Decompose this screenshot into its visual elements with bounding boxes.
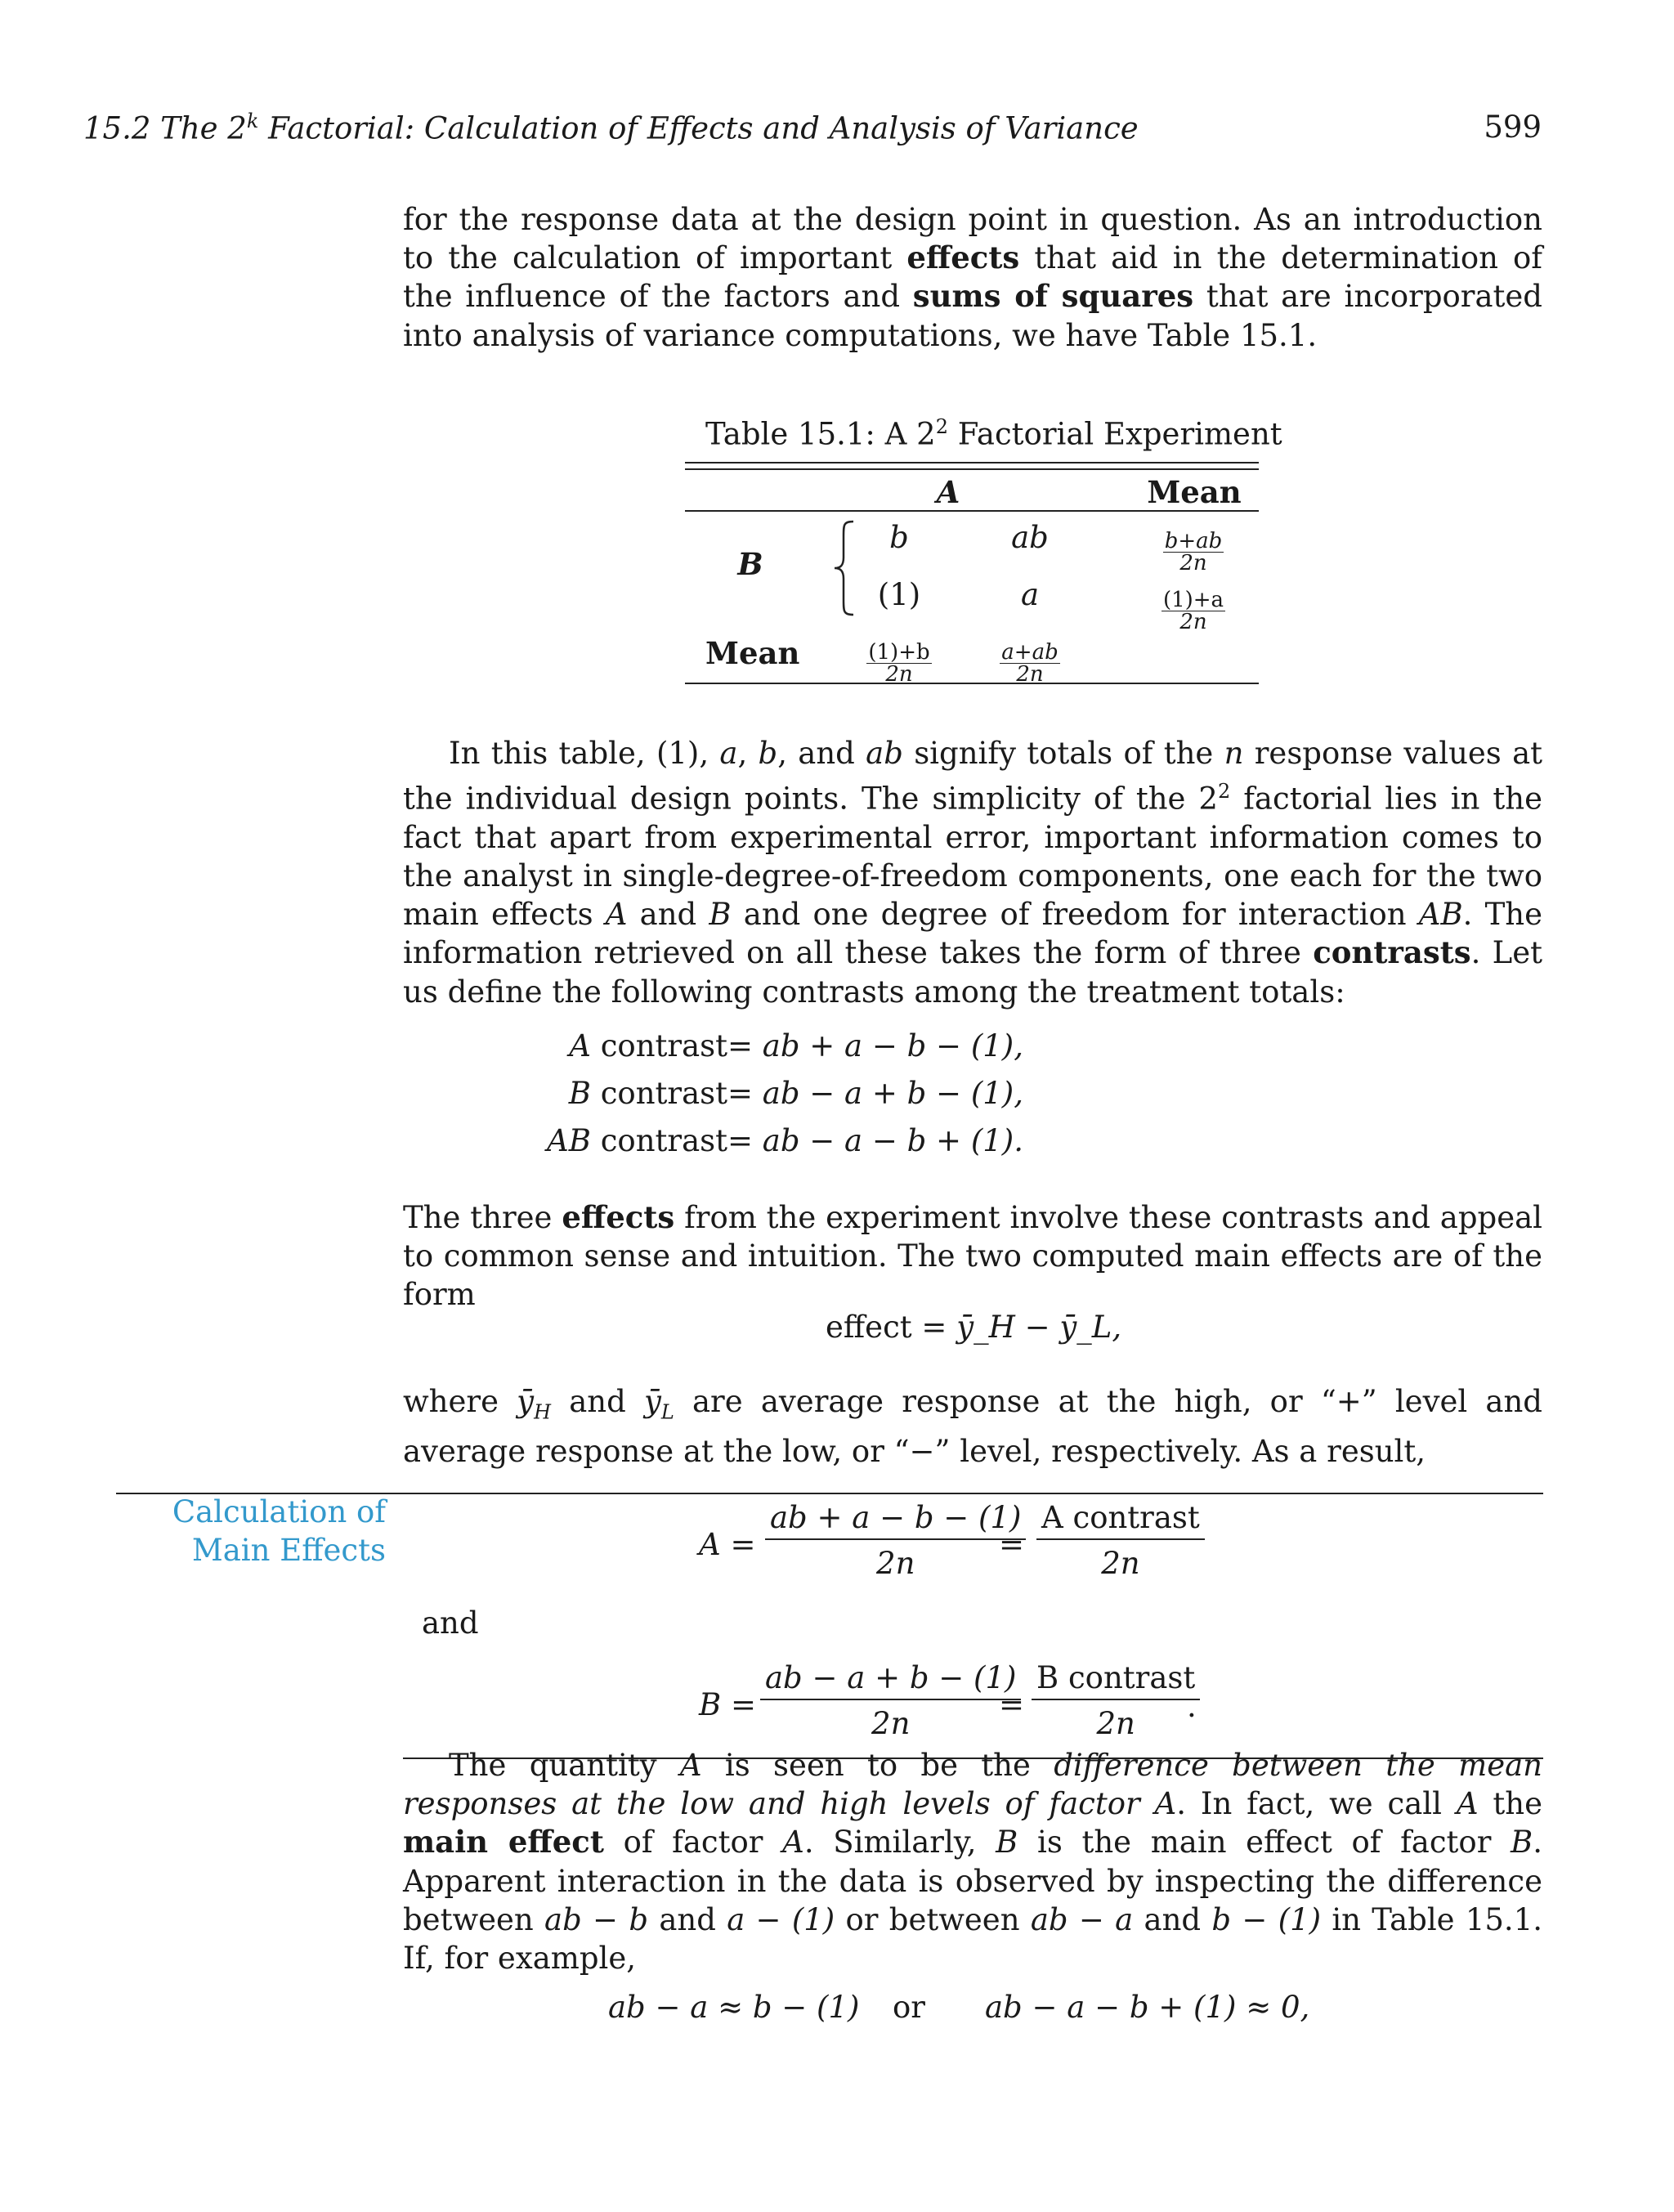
math: b − (1) — [1211, 1901, 1322, 1937]
col-header-mean: Mean — [1147, 474, 1242, 510]
frac-denominator: 2n — [1179, 551, 1207, 575]
math: B — [709, 897, 732, 933]
table-header-rule — [685, 510, 1259, 512]
frac-numerator: a+ab — [1001, 640, 1059, 665]
effect-equation — [826, 1310, 1121, 1345]
frac-denominator: 2n — [871, 1706, 911, 1741]
text: signify totals of the — [902, 736, 1224, 771]
a-equals: = — [999, 1527, 1025, 1562]
ab-contrast-lhs — [547, 1123, 727, 1158]
text: is the main effect of factor — [1018, 1825, 1511, 1860]
math: ȳ — [517, 1384, 535, 1419]
frac-denominator: 2n — [1096, 1706, 1135, 1741]
ab-contrast-rhs: = ab − a − b + (1). — [727, 1123, 1023, 1158]
frac-denominator: 2n — [1101, 1546, 1140, 1581]
frac-denominator: 2n — [876, 1546, 915, 1581]
text: and — [1133, 1901, 1212, 1937]
text: . The information retrieved on all these takes the form of three — [403, 897, 1542, 971]
page-number: 599 — [1484, 110, 1542, 145]
bold-term: effects — [906, 240, 1020, 276]
a-contrast-rhs: = ab + a − b − (1), — [727, 1028, 1023, 1063]
subscript: L — [660, 1400, 674, 1424]
and-word: and — [422, 1605, 479, 1641]
table-top-rule — [685, 462, 1259, 463]
text: or between — [835, 1901, 1031, 1937]
text: The three — [403, 1200, 562, 1235]
intro-paragraph — [403, 200, 1542, 355]
text: and — [648, 1901, 727, 1937]
paragraph-where — [403, 1382, 1542, 1471]
table-bottom-rule — [685, 683, 1259, 684]
math: B — [996, 1825, 1018, 1860]
math: ab — [866, 736, 903, 771]
math: ȳ_H − ȳ_L, — [956, 1310, 1122, 1345]
cell-a: a — [1020, 577, 1040, 612]
text: . In fact, we call — [1176, 1786, 1457, 1822]
text: . Similarly, — [803, 1825, 996, 1860]
frac-numerator — [1036, 1501, 1205, 1540]
b-equals: = — [999, 1687, 1025, 1722]
row1-mean — [1153, 520, 1234, 574]
text: of factor — [603, 1825, 783, 1860]
text: The quantity — [449, 1748, 680, 1783]
col1-mean — [854, 631, 944, 685]
caption-text: Factorial Experiment — [947, 416, 1282, 452]
math: AB — [547, 1123, 591, 1158]
bold-term: sums of squares — [912, 278, 1194, 315]
math: ab − b — [544, 1901, 649, 1937]
frac-numerator: B contrast — [1032, 1661, 1200, 1700]
bold-term: main effect — [403, 1824, 604, 1860]
a-lhs — [699, 1527, 755, 1562]
text: In this table, (1), — [449, 736, 720, 771]
text: A contrast — [1041, 1500, 1200, 1535]
text: and one degree of freedom for interaction — [731, 897, 1419, 933]
text: the — [1478, 1786, 1542, 1822]
frac-denominator: 2n — [885, 662, 913, 687]
math: A = — [699, 1527, 756, 1562]
math: ab − a — [1030, 1901, 1134, 1937]
b-period: . — [1187, 1689, 1197, 1724]
math: A — [782, 1825, 804, 1860]
text: . Let us define the following contrasts among the treatment totals: — [403, 935, 1542, 1010]
left-brace-icon — [832, 520, 857, 616]
frac-numerator: ab − a + b − (1) — [760, 1661, 1021, 1700]
row2-mean — [1148, 579, 1238, 633]
cell-ab: ab — [1011, 520, 1049, 555]
text: from the experiment involve these contrasts and appeal to common sense and intuition. The two computed main effects are of the form — [403, 1200, 1542, 1313]
b-fraction-2 — [1032, 1661, 1200, 1741]
a-fraction-1 — [765, 1501, 1026, 1581]
math: B = — [699, 1687, 756, 1722]
margin-note-line: Calculation of — [172, 1494, 386, 1529]
paragraph-main-effect — [403, 1746, 1542, 1977]
frac-numerator: ab + a − b − (1) — [765, 1501, 1026, 1540]
math: B — [1511, 1825, 1533, 1860]
a-fraction-2 — [1036, 1501, 1205, 1581]
text: . Apparent interaction in the data is observed by inspecting the difference between — [403, 1825, 1543, 1937]
text: where — [403, 1384, 517, 1419]
superscript: 2 — [1217, 780, 1231, 804]
text: is seen to be the — [701, 1748, 1054, 1783]
caption-text: Table 15.1: A 2 — [705, 416, 936, 452]
table-caption — [705, 415, 1282, 451]
math: A — [679, 1748, 702, 1783]
subscript: H — [534, 1400, 552, 1424]
cell-1: (1) — [877, 577, 921, 612]
text: for the response data at the design point in question. As an introduction to the calculation of important — [403, 202, 1542, 276]
math: B — [568, 1076, 591, 1111]
text: factorial lies in the fact that apart from experimental error, important information comes to the analyst in single-degree-of-freedom components, one each for the two main effects — [403, 781, 1543, 933]
math: A — [605, 897, 628, 933]
text: that aid in the determination of the influence of the factors and — [403, 240, 1543, 315]
math: a − (1) — [727, 1901, 835, 1937]
header-section: 15.2 The 2 — [83, 110, 247, 146]
emphasis: difference between the mean responses at the low and high levels of factor A — [403, 1748, 1542, 1822]
text: , — [737, 736, 759, 771]
frac-numerator: (1)+a — [1162, 588, 1224, 612]
text: are average response at the high, or “+” level and average response at the low, or “−” level, respectively. As a result, — [403, 1384, 1542, 1469]
final-eq-right: ab − a − b + (1) ≈ 0, — [985, 1990, 1310, 2025]
col-header-a: A — [936, 474, 960, 510]
text: that are incorporated into analysis of variance computations, we have Table 15.1. — [403, 279, 1542, 353]
math: a — [719, 736, 738, 771]
text: contrast — [590, 1076, 727, 1111]
b-contrast-lhs — [569, 1076, 727, 1111]
text: contrast — [590, 1028, 727, 1063]
text: effect = — [826, 1310, 957, 1345]
final-eq-left: ab − a ≈ b − (1) — [608, 1990, 860, 2025]
text: in Table 15.1. If, for example, — [403, 1901, 1542, 1977]
text: and — [551, 1384, 644, 1419]
text: , and — [777, 736, 866, 771]
paragraph-definitions — [403, 734, 1542, 1011]
row-header-b: B — [737, 546, 763, 582]
math: b — [758, 736, 778, 771]
b-lhs — [699, 1687, 756, 1722]
col2-mean — [985, 631, 1075, 685]
running-header — [83, 110, 1542, 146]
margin-note — [116, 1493, 386, 1569]
text: contrast — [590, 1123, 727, 1158]
cell-b: b — [889, 520, 909, 555]
math: ȳ — [643, 1384, 661, 1419]
frac-denominator: 2n — [1016, 662, 1044, 687]
header-sup: k — [246, 110, 259, 132]
math: A — [1456, 1786, 1479, 1822]
frac-numerator: (1)+b — [868, 640, 930, 665]
bold-term: effects — [562, 1199, 675, 1235]
math: A — [569, 1028, 591, 1063]
frac-denominator: 2n — [1179, 610, 1207, 634]
row-header-mean: Mean — [705, 635, 800, 671]
bold-term: contrasts — [1313, 934, 1471, 971]
paragraph-effects — [403, 1198, 1542, 1314]
final-eq-or: or — [893, 1990, 925, 2025]
text: response values at the individual design points. The simplicity of the 2 — [403, 736, 1542, 817]
caption-sup: 2 — [935, 415, 948, 438]
margin-note-line: Main Effects — [191, 1533, 386, 1568]
table-top-rule-2 — [685, 468, 1259, 470]
header-section-rest: Factorial: Calculation of Effects and Analysis of Variance — [258, 110, 1139, 146]
math: n — [1224, 736, 1244, 771]
b-contrast-rhs: = ab − a + b − (1), — [727, 1076, 1023, 1111]
frac-numerator: b+ab — [1164, 529, 1223, 553]
text: and — [627, 897, 709, 933]
b-fraction-1 — [760, 1661, 1021, 1741]
a-contrast-lhs — [569, 1028, 727, 1063]
math: AB — [1418, 897, 1463, 933]
